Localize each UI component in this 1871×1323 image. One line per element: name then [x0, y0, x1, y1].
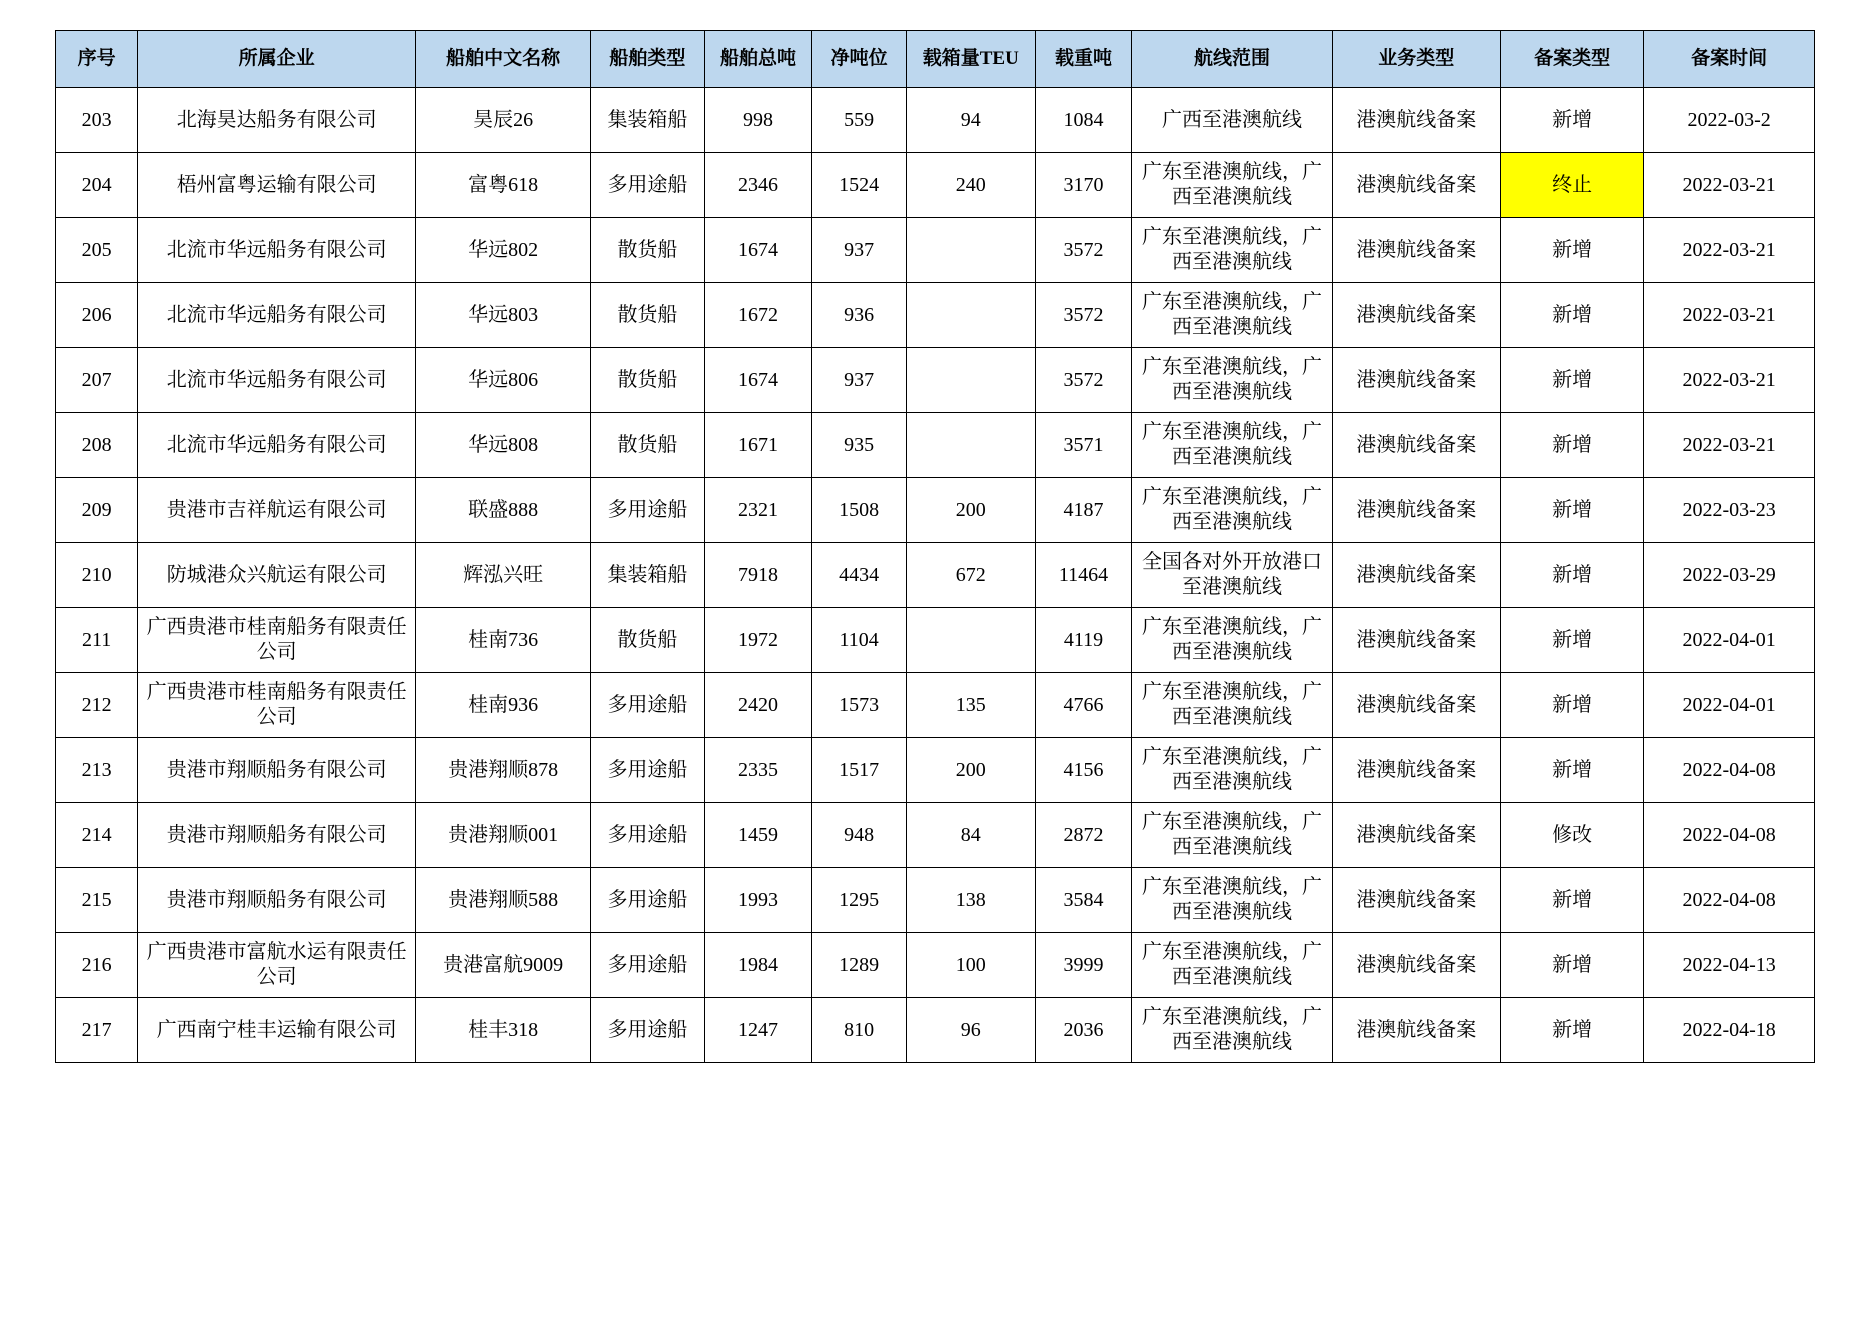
cell-vessel-type: 多用途船 — [591, 803, 705, 868]
cell-vessel-name: 辉泓兴旺 — [416, 543, 591, 608]
cell-record-date: 2022-04-08 — [1644, 803, 1815, 868]
cell-vessel-name: 桂丰318 — [416, 998, 591, 1063]
column-header-teu: 载箱量TEU — [907, 31, 1036, 88]
cell-index: 204 — [56, 153, 138, 218]
cell-deadweight: 2036 — [1035, 998, 1132, 1063]
cell-net-tonnage: 4434 — [812, 543, 907, 608]
vessel-record-table — [55, 30, 1815, 1063]
cell-teu: 240 — [907, 153, 1036, 218]
cell-business-type: 港澳航线备案 — [1332, 998, 1501, 1063]
column-header-company: 所属企业 — [138, 31, 416, 88]
cell-record-date: 2022-03-21 — [1644, 153, 1815, 218]
table-row — [56, 283, 1815, 348]
table-row — [56, 413, 1815, 478]
cell-business-type: 港澳航线备案 — [1332, 673, 1501, 738]
table-row — [56, 738, 1815, 803]
cell-route: 广东至港澳航线，广西至港澳航线 — [1132, 283, 1332, 348]
cell-record-type: 新增 — [1501, 218, 1644, 283]
cell-index: 208 — [56, 413, 138, 478]
cell-record-date: 2022-03-23 — [1644, 478, 1815, 543]
cell-company: 贵港市吉祥航运有限公司 — [138, 478, 416, 543]
cell-route: 广东至港澳航线，广西至港澳航线 — [1132, 868, 1332, 933]
cell-vessel-type: 多用途船 — [591, 738, 705, 803]
table-body — [56, 88, 1815, 1063]
cell-deadweight: 3571 — [1035, 413, 1132, 478]
cell-record-type: 新增 — [1501, 868, 1644, 933]
cell-index: 205 — [56, 218, 138, 283]
cell-business-type: 港澳航线备案 — [1332, 608, 1501, 673]
cell-business-type: 港澳航线备案 — [1332, 803, 1501, 868]
table-row — [56, 933, 1815, 998]
cell-company: 梧州富粤运输有限公司 — [138, 153, 416, 218]
cell-company: 防城港众兴航运有限公司 — [138, 543, 416, 608]
cell-record-type: 新增 — [1501, 933, 1644, 998]
cell-route: 广东至港澳航线，广西至港澳航线 — [1132, 998, 1332, 1063]
cell-route: 广东至港澳航线，广西至港澳航线 — [1132, 673, 1332, 738]
column-header-type: 船舶类型 — [591, 31, 705, 88]
cell-gross-tonnage: 1671 — [704, 413, 811, 478]
cell-gross-tonnage: 1993 — [704, 868, 811, 933]
cell-teu — [907, 218, 1036, 283]
cell-deadweight: 3170 — [1035, 153, 1132, 218]
cell-record-type: 修改 — [1501, 803, 1644, 868]
cell-deadweight: 4187 — [1035, 478, 1132, 543]
cell-company: 北流市华远船务有限公司 — [138, 218, 416, 283]
cell-net-tonnage: 937 — [812, 218, 907, 283]
cell-vessel-name: 华远803 — [416, 283, 591, 348]
cell-vessel-name: 华远802 — [416, 218, 591, 283]
table-header-row — [56, 31, 1815, 88]
cell-company: 广西贵港市桂南船务有限责任公司 — [138, 673, 416, 738]
cell-index: 215 — [56, 868, 138, 933]
column-header-name: 船舶中文名称 — [416, 31, 591, 88]
cell-record-date: 2022-03-21 — [1644, 413, 1815, 478]
cell-route: 广东至港澳航线，广西至港澳航线 — [1132, 738, 1332, 803]
cell-route: 广东至港澳航线，广西至港澳航线 — [1132, 608, 1332, 673]
cell-record-type: 终止 — [1501, 153, 1644, 218]
cell-deadweight: 3584 — [1035, 868, 1132, 933]
cell-business-type: 港澳航线备案 — [1332, 283, 1501, 348]
cell-index: 210 — [56, 543, 138, 608]
cell-vessel-type: 散货船 — [591, 283, 705, 348]
cell-vessel-name: 贵港富航9009 — [416, 933, 591, 998]
table-row — [56, 608, 1815, 673]
cell-index: 213 — [56, 738, 138, 803]
cell-vessel-type: 多用途船 — [591, 153, 705, 218]
cell-teu: 138 — [907, 868, 1036, 933]
cell-record-date: 2022-04-01 — [1644, 673, 1815, 738]
cell-route: 广东至港澳航线，广西至港澳航线 — [1132, 803, 1332, 868]
cell-gross-tonnage: 998 — [704, 88, 811, 153]
cell-record-date: 2022-04-01 — [1644, 608, 1815, 673]
cell-route: 广东至港澳航线，广西至港澳航线 — [1132, 933, 1332, 998]
cell-record-date: 2022-03-21 — [1644, 348, 1815, 413]
cell-company: 广西贵港市富航水运有限责任公司 — [138, 933, 416, 998]
cell-gross-tonnage: 1459 — [704, 803, 811, 868]
cell-record-date: 2022-04-08 — [1644, 738, 1815, 803]
cell-gross-tonnage: 2335 — [704, 738, 811, 803]
cell-deadweight: 4156 — [1035, 738, 1132, 803]
cell-net-tonnage: 936 — [812, 283, 907, 348]
cell-record-date: 2022-04-18 — [1644, 998, 1815, 1063]
cell-record-type: 新增 — [1501, 998, 1644, 1063]
column-header-route: 航线范围 — [1132, 31, 1332, 88]
cell-teu — [907, 283, 1036, 348]
table-row — [56, 543, 1815, 608]
cell-record-type: 新增 — [1501, 738, 1644, 803]
cell-gross-tonnage: 2321 — [704, 478, 811, 543]
cell-record-date: 2022-04-08 — [1644, 868, 1815, 933]
table-row — [56, 868, 1815, 933]
cell-vessel-name: 贵港翔顺878 — [416, 738, 591, 803]
column-header-idx: 序号 — [56, 31, 138, 88]
column-header-record: 备案类型 — [1501, 31, 1644, 88]
cell-record-date: 2022-04-13 — [1644, 933, 1815, 998]
cell-deadweight: 4766 — [1035, 673, 1132, 738]
table-row — [56, 218, 1815, 283]
cell-gross-tonnage: 1247 — [704, 998, 811, 1063]
cell-teu: 135 — [907, 673, 1036, 738]
cell-net-tonnage: 948 — [812, 803, 907, 868]
cell-gross-tonnage: 2420 — [704, 673, 811, 738]
cell-index: 214 — [56, 803, 138, 868]
table-row — [56, 673, 1815, 738]
cell-deadweight: 3572 — [1035, 218, 1132, 283]
cell-index: 211 — [56, 608, 138, 673]
table-header — [56, 31, 1815, 88]
cell-business-type: 港澳航线备案 — [1332, 153, 1501, 218]
cell-gross-tonnage: 1674 — [704, 218, 811, 283]
cell-vessel-type: 集装箱船 — [591, 543, 705, 608]
cell-record-type: 新增 — [1501, 543, 1644, 608]
cell-vessel-type: 多用途船 — [591, 673, 705, 738]
cell-route: 全国各对外开放港口至港澳航线 — [1132, 543, 1332, 608]
cell-net-tonnage: 1573 — [812, 673, 907, 738]
cell-index: 216 — [56, 933, 138, 998]
cell-route: 广东至港澳航线，广西至港澳航线 — [1132, 478, 1332, 543]
cell-vessel-name: 富粤618 — [416, 153, 591, 218]
cell-gross-tonnage: 1972 — [704, 608, 811, 673]
cell-teu: 100 — [907, 933, 1036, 998]
cell-vessel-type: 集装箱船 — [591, 88, 705, 153]
column-header-gross: 船舶总吨 — [704, 31, 811, 88]
cell-net-tonnage: 1289 — [812, 933, 907, 998]
cell-gross-tonnage: 1984 — [704, 933, 811, 998]
cell-company: 北流市华远船务有限公司 — [138, 348, 416, 413]
cell-business-type: 港澳航线备案 — [1332, 348, 1501, 413]
cell-teu: 94 — [907, 88, 1036, 153]
cell-route: 广东至港澳航线，广西至港澳航线 — [1132, 413, 1332, 478]
cell-net-tonnage: 1508 — [812, 478, 907, 543]
table-row — [56, 88, 1815, 153]
column-header-biz: 业务类型 — [1332, 31, 1501, 88]
cell-vessel-type: 多用途船 — [591, 998, 705, 1063]
cell-vessel-type: 散货船 — [591, 413, 705, 478]
cell-gross-tonnage: 1672 — [704, 283, 811, 348]
cell-deadweight: 1084 — [1035, 88, 1132, 153]
cell-record-date: 2022-03-21 — [1644, 283, 1815, 348]
cell-record-type: 新增 — [1501, 673, 1644, 738]
cell-record-date: 2022-03-29 — [1644, 543, 1815, 608]
cell-teu — [907, 608, 1036, 673]
cell-vessel-name: 联盛888 — [416, 478, 591, 543]
cell-route: 广西至港澳航线 — [1132, 88, 1332, 153]
cell-index: 207 — [56, 348, 138, 413]
cell-net-tonnage: 937 — [812, 348, 907, 413]
cell-deadweight: 3572 — [1035, 348, 1132, 413]
cell-company: 广西南宁桂丰运输有限公司 — [138, 998, 416, 1063]
cell-teu: 200 — [907, 478, 1036, 543]
cell-route: 广东至港澳航线，广西至港澳航线 — [1132, 348, 1332, 413]
cell-record-type: 新增 — [1501, 413, 1644, 478]
cell-net-tonnage: 1104 — [812, 608, 907, 673]
cell-gross-tonnage: 7918 — [704, 543, 811, 608]
cell-vessel-name: 华远808 — [416, 413, 591, 478]
cell-business-type: 港澳航线备案 — [1332, 88, 1501, 153]
cell-teu: 672 — [907, 543, 1036, 608]
cell-index: 212 — [56, 673, 138, 738]
cell-vessel-type: 多用途船 — [591, 478, 705, 543]
cell-teu — [907, 413, 1036, 478]
table-row — [56, 998, 1815, 1063]
cell-record-date: 2022-03-21 — [1644, 218, 1815, 283]
cell-deadweight: 3572 — [1035, 283, 1132, 348]
cell-company: 贵港市翔顺船务有限公司 — [138, 738, 416, 803]
cell-teu: 200 — [907, 738, 1036, 803]
cell-vessel-type: 多用途船 — [591, 868, 705, 933]
cell-index: 203 — [56, 88, 138, 153]
cell-company: 贵港市翔顺船务有限公司 — [138, 803, 416, 868]
cell-net-tonnage: 935 — [812, 413, 907, 478]
cell-company: 北海昊达船务有限公司 — [138, 88, 416, 153]
cell-record-type: 新增 — [1501, 478, 1644, 543]
table-row — [56, 348, 1815, 413]
cell-business-type: 港澳航线备案 — [1332, 543, 1501, 608]
cell-vessel-type: 散货船 — [591, 218, 705, 283]
cell-vessel-type: 散货船 — [591, 608, 705, 673]
column-header-date: 备案时间 — [1644, 31, 1815, 88]
cell-net-tonnage: 810 — [812, 998, 907, 1063]
table-row — [56, 153, 1815, 218]
cell-gross-tonnage: 2346 — [704, 153, 811, 218]
cell-vessel-name: 桂南736 — [416, 608, 591, 673]
cell-gross-tonnage: 1674 — [704, 348, 811, 413]
cell-business-type: 港澳航线备案 — [1332, 218, 1501, 283]
cell-teu: 96 — [907, 998, 1036, 1063]
cell-teu: 84 — [907, 803, 1036, 868]
cell-record-type: 新增 — [1501, 348, 1644, 413]
cell-business-type: 港澳航线备案 — [1332, 478, 1501, 543]
cell-company: 北流市华远船务有限公司 — [138, 413, 416, 478]
cell-net-tonnage: 1524 — [812, 153, 907, 218]
cell-business-type: 港澳航线备案 — [1332, 868, 1501, 933]
cell-route: 广东至港澳航线，广西至港澳航线 — [1132, 153, 1332, 218]
cell-record-type: 新增 — [1501, 88, 1644, 153]
cell-vessel-type: 多用途船 — [591, 933, 705, 998]
cell-route: 广东至港澳航线，广西至港澳航线 — [1132, 218, 1332, 283]
cell-business-type: 港澳航线备案 — [1332, 738, 1501, 803]
cell-deadweight: 11464 — [1035, 543, 1132, 608]
cell-company: 贵港市翔顺船务有限公司 — [138, 868, 416, 933]
cell-record-date: 2022-03-2 — [1644, 88, 1815, 153]
cell-company: 广西贵港市桂南船务有限责任公司 — [138, 608, 416, 673]
cell-vessel-name: 贵港翔顺588 — [416, 868, 591, 933]
cell-index: 209 — [56, 478, 138, 543]
cell-company: 北流市华远船务有限公司 — [138, 283, 416, 348]
cell-record-type: 新增 — [1501, 283, 1644, 348]
cell-business-type: 港澳航线备案 — [1332, 413, 1501, 478]
cell-net-tonnage: 1517 — [812, 738, 907, 803]
cell-business-type: 港澳航线备案 — [1332, 933, 1501, 998]
cell-vessel-type: 散货船 — [591, 348, 705, 413]
cell-deadweight: 4119 — [1035, 608, 1132, 673]
cell-net-tonnage: 559 — [812, 88, 907, 153]
cell-teu — [907, 348, 1036, 413]
cell-index: 206 — [56, 283, 138, 348]
cell-record-type: 新增 — [1501, 608, 1644, 673]
cell-deadweight: 3999 — [1035, 933, 1132, 998]
cell-net-tonnage: 1295 — [812, 868, 907, 933]
cell-vessel-name: 昊辰26 — [416, 88, 591, 153]
cell-vessel-name: 贵港翔顺001 — [416, 803, 591, 868]
cell-vessel-name: 华远806 — [416, 348, 591, 413]
cell-deadweight: 2872 — [1035, 803, 1132, 868]
column-header-dwt: 载重吨 — [1035, 31, 1132, 88]
table-row — [56, 803, 1815, 868]
column-header-net: 净吨位 — [812, 31, 907, 88]
table-row — [56, 478, 1815, 543]
cell-vessel-name: 桂南936 — [416, 673, 591, 738]
cell-index: 217 — [56, 998, 138, 1063]
